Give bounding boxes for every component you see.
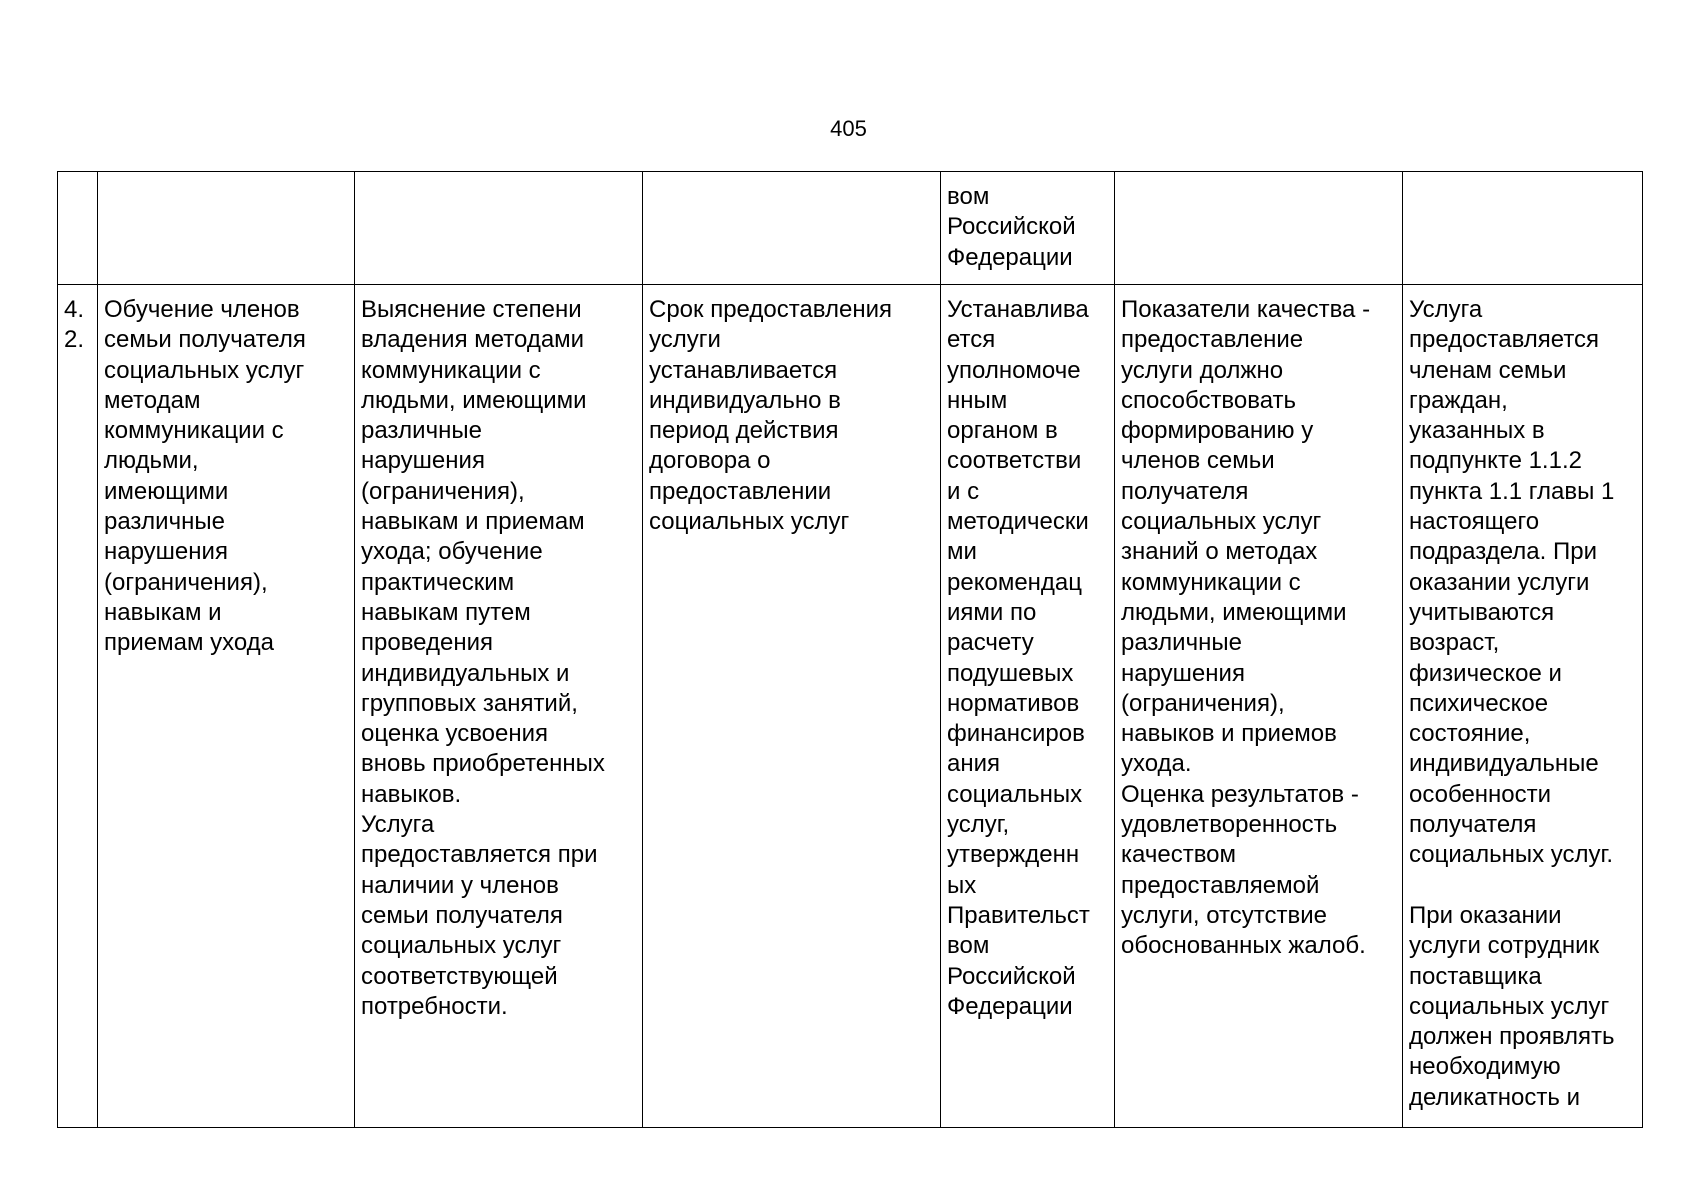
cell-term — [643, 172, 941, 285]
cell-service — [98, 172, 355, 285]
cell-cost: Устанавлива ется уполномоче нным органом в соответстви и с методически ми рекомендац иями по расчету подушевых нормативов финансиров ания социальных услуг, утвержденн ых Правительст вом Российской Федерации — [941, 285, 1115, 1128]
cell-conditions — [1403, 172, 1643, 285]
services-table — [57, 171, 1643, 1128]
page-number: 405 — [830, 116, 867, 141]
cell-term: Срок предоставления услуги устанавливается индивидуально в период действия договора о предоставлении социальных услуг — [643, 285, 941, 1128]
table-row-continuation — [58, 172, 1643, 285]
cell-quality: Показатели качества - предоставление услуги должно способствовать формированию у членов семьи получателя социальных услуг знаний о методах коммуникации с людьми, имеющими различные нарушения (ограничения), навыков и приемов ухода. Оценка результатов - удовлетворенность качеством предоставляемой услуги, отсутствие обоснованных жалоб. — [1115, 285, 1403, 1128]
cell-conditions: Услуга предоставляется членам семьи граждан, указанных в подпункте 1.1.2 пункта 1.1 главы 1 настоящего подраздела. При оказании услуги учитываются возраст, физическое и психическое состояние, индивидуальные особенности получателя социальных услуг. При оказании услуги сотрудник поставщика социальных услуг должен проявлять необходимую деликатность и — [1403, 285, 1643, 1128]
cell-num — [58, 172, 98, 285]
cell-cost: вом Российской Федерации — [941, 172, 1115, 285]
cell-description — [355, 172, 643, 285]
cell-description: Выяснение степени владения методами коммуникации с людьми, имеющими различные нарушения (ограничения), навыкам и приемам ухода; обучение практическим навыкам путем проведения индивидуальных и групповых занятий, оценка усвоения вновь приобретенных навыков. Услуга предоставляется при наличии у членов семьи получателя социальных услуг соответствующей потребности. — [355, 285, 643, 1128]
table-row-4-2 — [58, 285, 1643, 1128]
cell-quality — [1115, 172, 1403, 285]
cell-service: Обучение членов семьи получателя социальных услуг методам коммуникации с людьми, имеющими различные нарушения (ограничения), навыкам и приемам ухода — [98, 285, 355, 1128]
cell-num: 4. 2. — [58, 285, 98, 1128]
